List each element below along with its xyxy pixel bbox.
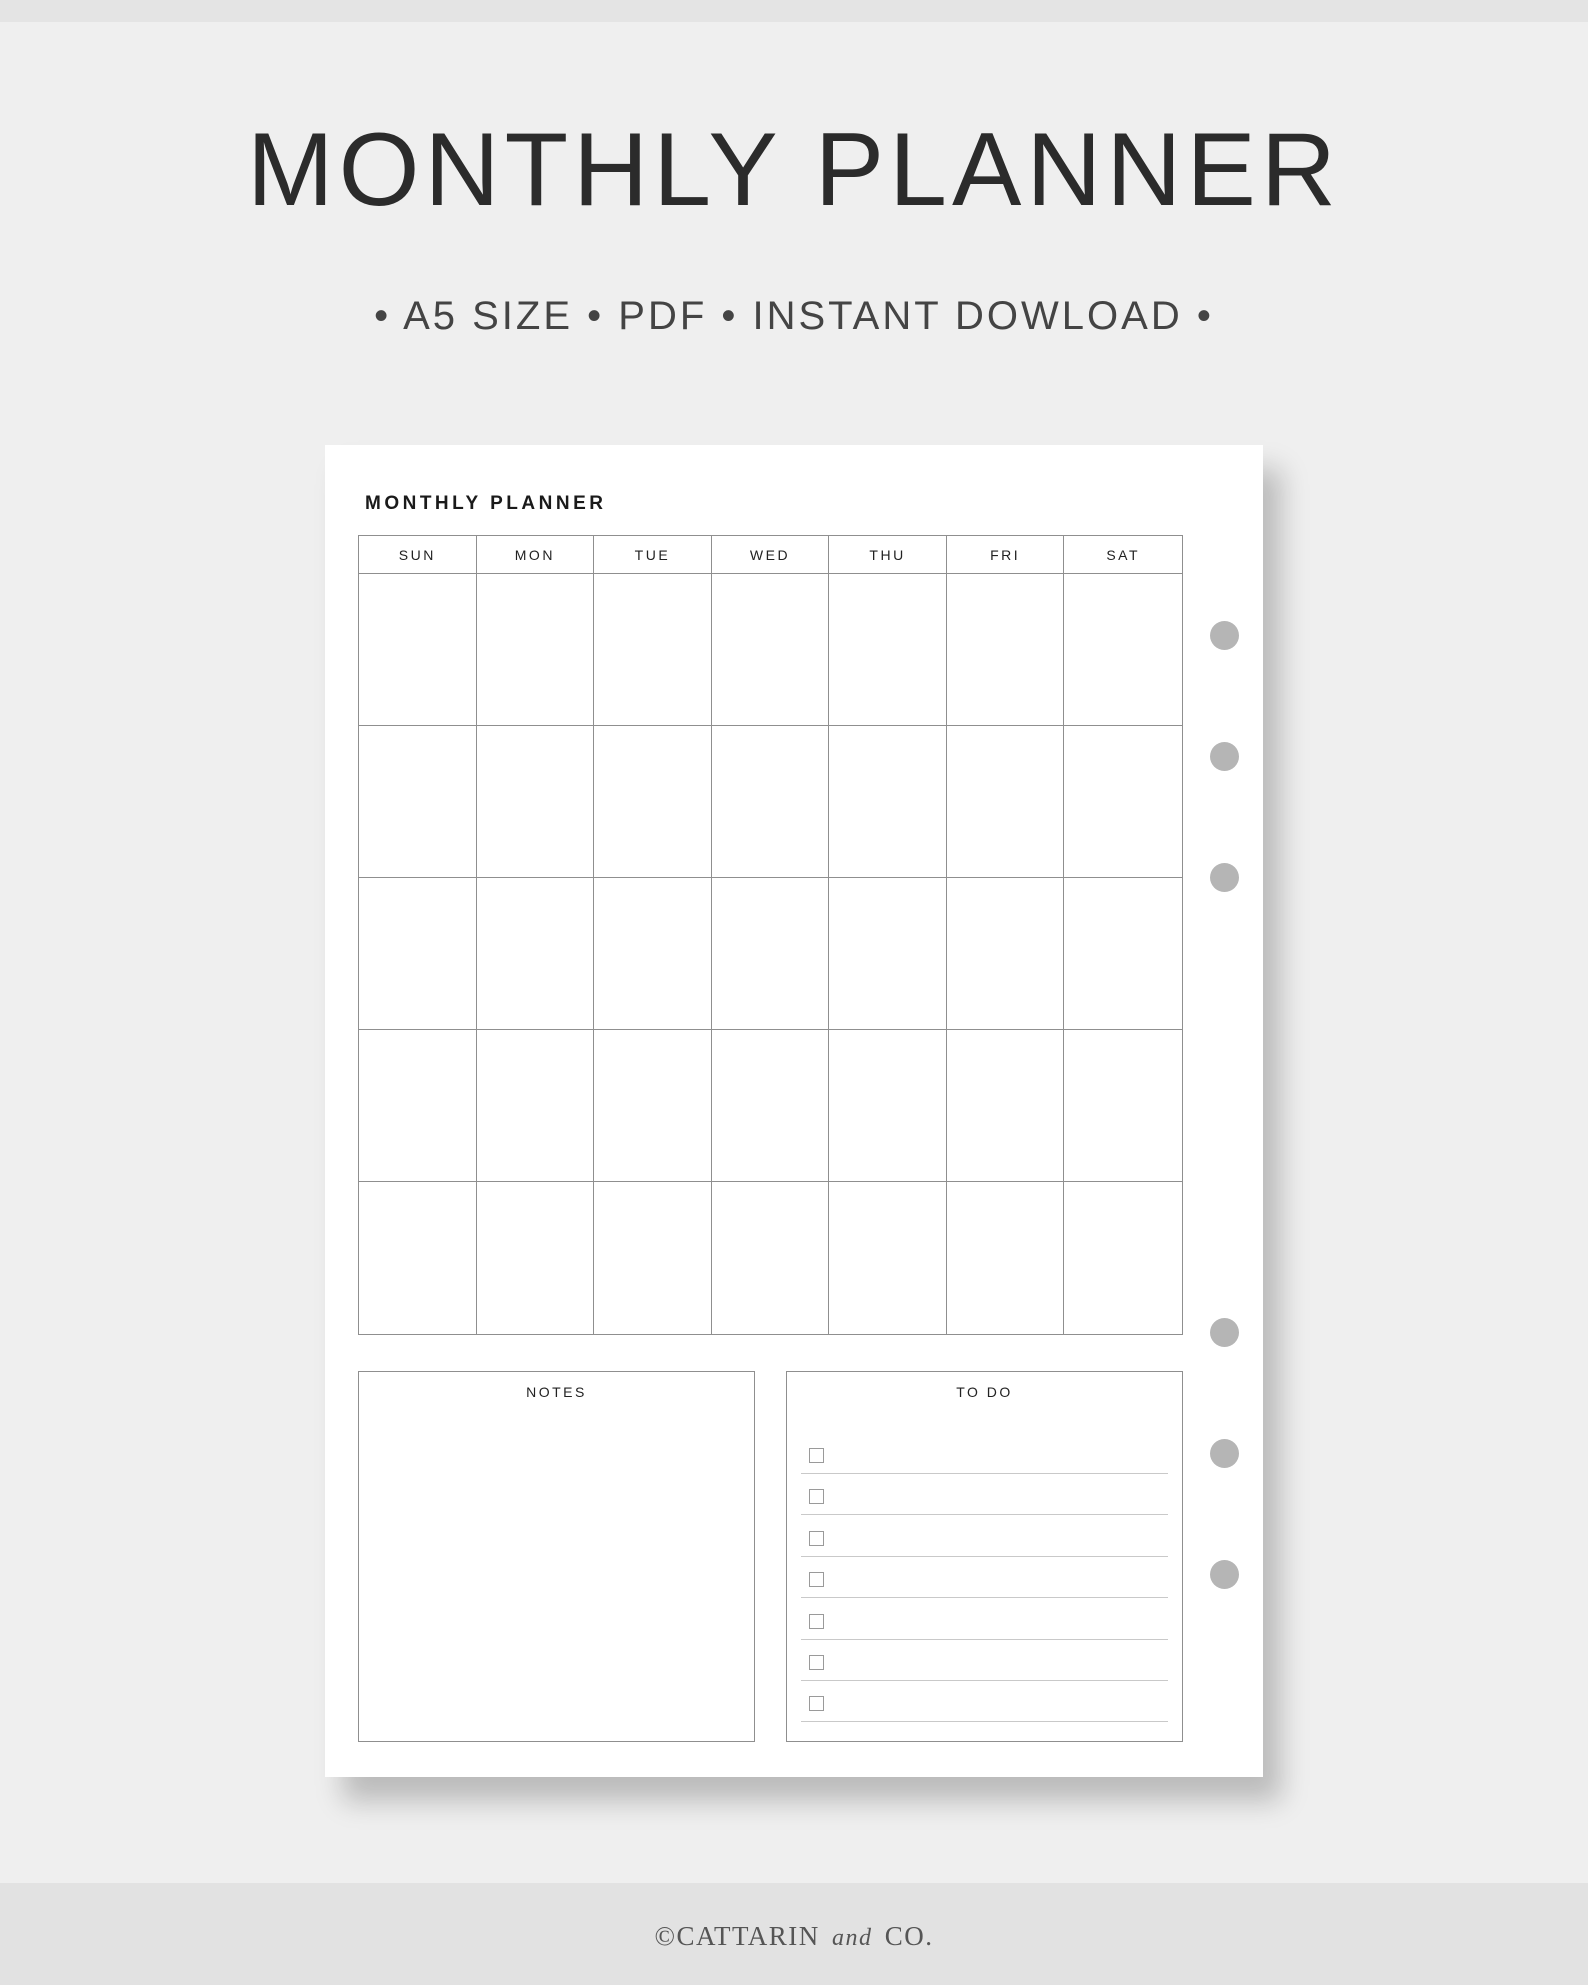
calendar-day-cell[interactable]: [1064, 726, 1182, 878]
checkbox-icon[interactable]: [809, 1696, 824, 1711]
checkbox-icon[interactable]: [809, 1448, 824, 1463]
todo-item: [801, 1641, 1168, 1681]
main-title: MONTHLY PLANNER: [246, 112, 1342, 228]
brand-name: ©CATTARIN: [654, 1921, 820, 1951]
subtitle: • A5 SIZE • PDF • INSTANT DOWLOAD •: [374, 294, 1214, 338]
calendar-day-cell[interactable]: [712, 726, 830, 878]
calendar-day-cell[interactable]: [359, 1030, 477, 1182]
calendar-day-cell[interactable]: [477, 1030, 595, 1182]
ring-hole-icon: [1210, 1439, 1239, 1468]
calendar-day-cell[interactable]: [829, 726, 947, 878]
todo-item: [801, 1434, 1168, 1474]
todo-box: [786, 1371, 1183, 1742]
checkbox-icon[interactable]: [809, 1531, 824, 1546]
calendar-day-cell[interactable]: [477, 574, 595, 726]
calendar-day-cell[interactable]: [947, 574, 1065, 726]
ring-hole-icon: [1210, 1318, 1239, 1347]
ring-hole-icon: [1210, 621, 1239, 650]
notes-box: [358, 1371, 755, 1742]
weekday-header: SUN: [359, 536, 477, 574]
calendar-day-cell[interactable]: [829, 1182, 947, 1334]
calendar-day-cell[interactable]: [594, 878, 712, 1030]
weekday-header: MON: [477, 536, 595, 574]
calendar-day-cell[interactable]: [359, 878, 477, 1030]
calendar-day-cell[interactable]: [712, 1030, 830, 1182]
brand-suffix: CO.: [884, 1921, 934, 1951]
calendar-day-cell[interactable]: [1064, 1030, 1182, 1182]
todo-item: [801, 1517, 1168, 1557]
calendar-day-cell[interactable]: [947, 878, 1065, 1030]
calendar-day-cell[interactable]: [829, 574, 947, 726]
calendar-day-cell[interactable]: [829, 1030, 947, 1182]
ring-hole-icon: [1210, 1560, 1239, 1589]
brand-credit: [0, 1921, 1588, 1952]
checkbox-icon[interactable]: [809, 1572, 824, 1587]
calendar-day-cell[interactable]: [477, 726, 595, 878]
weekday-header: WED: [712, 536, 830, 574]
weekday-header: TUE: [594, 536, 712, 574]
calendar-day-cell[interactable]: [947, 726, 1065, 878]
todo-list: [801, 1434, 1168, 1724]
calendar-day-cell[interactable]: [947, 1030, 1065, 1182]
calendar-day-cell[interactable]: [594, 1182, 712, 1334]
ring-hole-icon: [1210, 863, 1239, 892]
calendar-day-cell[interactable]: [594, 574, 712, 726]
todo-title: TO DO: [956, 1384, 1013, 1400]
todo-item: [801, 1475, 1168, 1515]
checkbox-icon[interactable]: [809, 1614, 824, 1629]
checkbox-icon[interactable]: [809, 1655, 824, 1670]
weekday-header: FRI: [947, 536, 1065, 574]
top-band: [0, 0, 1588, 22]
calendar-day-cell[interactable]: [594, 726, 712, 878]
calendar-day-cell[interactable]: [947, 1182, 1065, 1334]
weekday-header: THU: [829, 536, 947, 574]
calendar-grid: [358, 535, 1183, 1335]
calendar-day-cell[interactable]: [359, 1182, 477, 1334]
calendar-day-cell[interactable]: [359, 574, 477, 726]
sheet-title: MONTHLY PLANNER: [365, 493, 607, 514]
calendar-day-cell[interactable]: [1064, 878, 1182, 1030]
weekday-header: SAT: [1064, 536, 1182, 574]
todo-item: [801, 1682, 1168, 1722]
todo-item: [801, 1600, 1168, 1640]
calendar-day-cell[interactable]: [712, 878, 830, 1030]
calendar-day-cell[interactable]: [477, 878, 595, 1030]
calendar-day-cell[interactable]: [1064, 1182, 1182, 1334]
brand-and: and: [832, 1925, 873, 1951]
calendar-day-cell[interactable]: [1064, 574, 1182, 726]
calendar-day-cell[interactable]: [594, 1030, 712, 1182]
notes-title: NOTES: [526, 1384, 587, 1400]
checkbox-icon[interactable]: [809, 1489, 824, 1504]
planner-sheet: [325, 445, 1263, 1777]
calendar-day-cell[interactable]: [829, 878, 947, 1030]
calendar-day-cell[interactable]: [712, 1182, 830, 1334]
calendar-day-cell[interactable]: [712, 574, 830, 726]
calendar-day-cell[interactable]: [477, 1182, 595, 1334]
ring-hole-icon: [1210, 742, 1239, 771]
todo-item: [801, 1558, 1168, 1598]
calendar-day-cell[interactable]: [359, 726, 477, 878]
footer-band: [0, 1883, 1588, 1985]
